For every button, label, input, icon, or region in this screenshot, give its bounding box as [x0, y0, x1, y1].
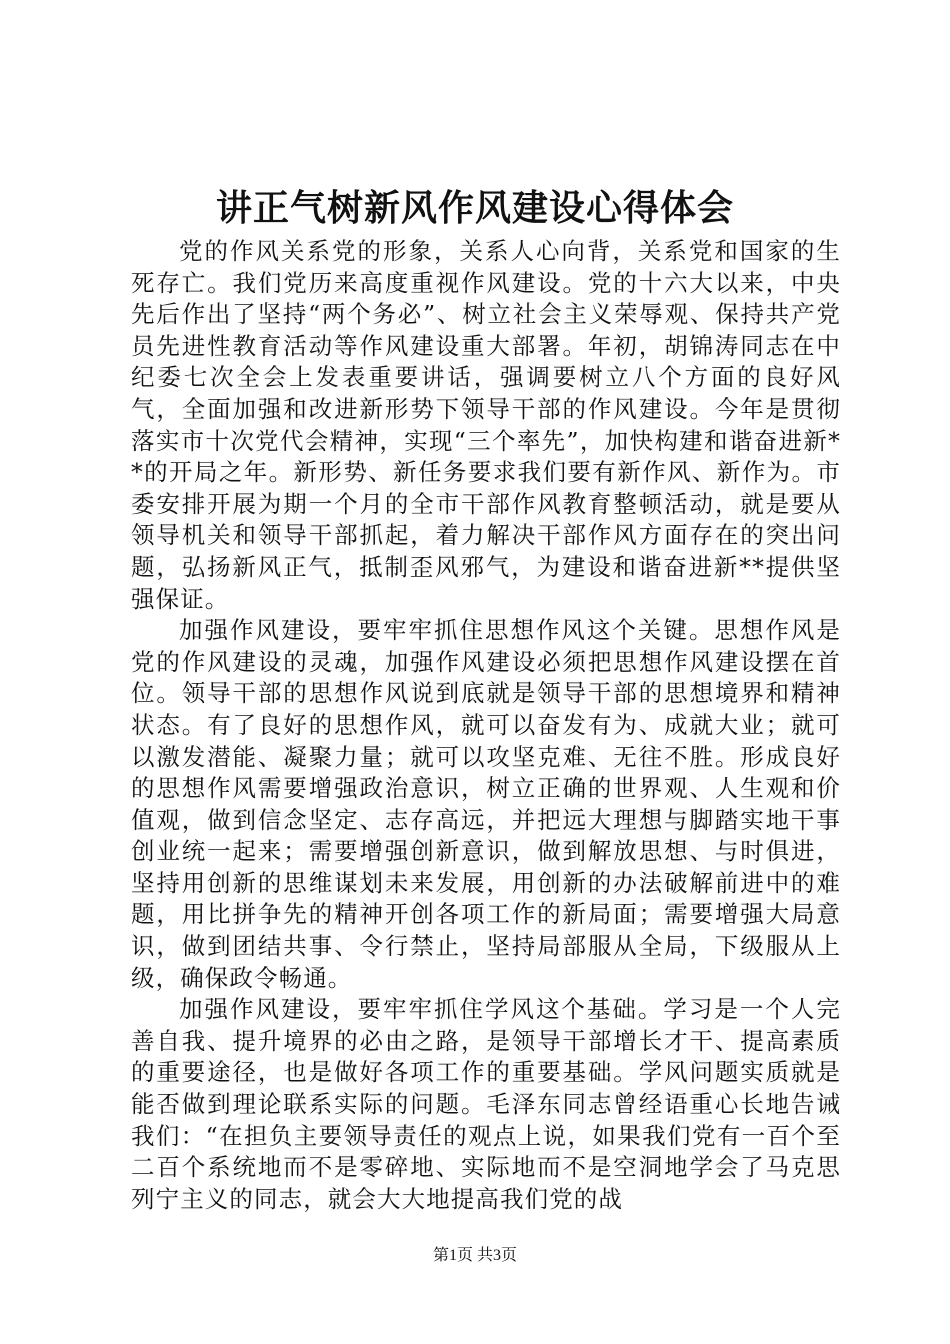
document-title: 讲正气树新风作风建设心得体会 [215, 187, 734, 229]
document-body [131, 236, 841, 1215]
paragraph-2: 加强作风建设，要牢牢抓住思想作风这个关键。思想作风是党的作风建设的灵魂，加强作风建设必须把思想作风建设摆在首位。领导干部的思想作风说到底就是领导干部的思想境界和精神状态。有了良好的思想作风，就可以奋发有为、成就大业；就可以激发潜能、凝聚力量；就可以攻坚克难、无往不胜。形成良好的思想作风需要增强政治意识，树立正确的世界观、人生观和价值观，做到信念坚定、志存高远，并把远大理想与脚踏实地干事创业统一起来；需要增强创新意识，做到解放思想、与时俱进，坚持用创新的思维谋划未来发展，用创新的办法破解前进中的难题，用比拼争先的精神开创各项工作的新局面；需要增强大局意识，做到团结共事、令行禁止，坚持局部服从全局，下级服从上级，确保政令畅通。 [131, 616, 841, 992]
paragraph-1: 党的作风关系党的形象，关系人心向背，关系党和国家的生死存亡。我们党历来高度重视作风建设。党的十六大以来，中央先后作出了坚持“两个务必”、树立社会主义荣辱观、保持共产党员先进性教育活动等作风建设重大部署。年初，胡锦涛同志在中纪委七次全会上发表重要讲话，强调要树立八个方面的良好风气，全面加强和改进新形势下领导干部的作风建设。今年是贯彻落实市十次党代会精神，实现“三个率先”，加快构建和谐奋进新**的开局之年。新形势、新任务要求我们要有新作风、新作为。市委安排开展为期一个月的全市干部作风教育整顿活动，就是要从领导机关和领导干部抓起，着力解决干部作风方面存在的突出问题，弘扬新风正气，抵制歪风邪气，为建设和谐奋进新**提供坚强保证。 [131, 237, 841, 613]
paragraph-3: 加强作风建设，要牢牢抓住学风这个基础。学习是一个人完善自我、提升境界的必由之路，是领导干部增长才干、提高素质的重要途径，也是做好各项工作的重要基础。学风问题实质就是能否做到理论联系实际的问题。毛泽东同志曾经语重心长地告诫我们：“在担负主要领导责任的观点上说，如果我们党有一百个至二百个系统地而不是零碎地、实际地而不是空洞地学会了马克思列宁主义的同志，就会大大地提高我们党的战 [131, 995, 841, 1213]
page-number-footer: 第1页 共3页 [432, 1247, 517, 1264]
